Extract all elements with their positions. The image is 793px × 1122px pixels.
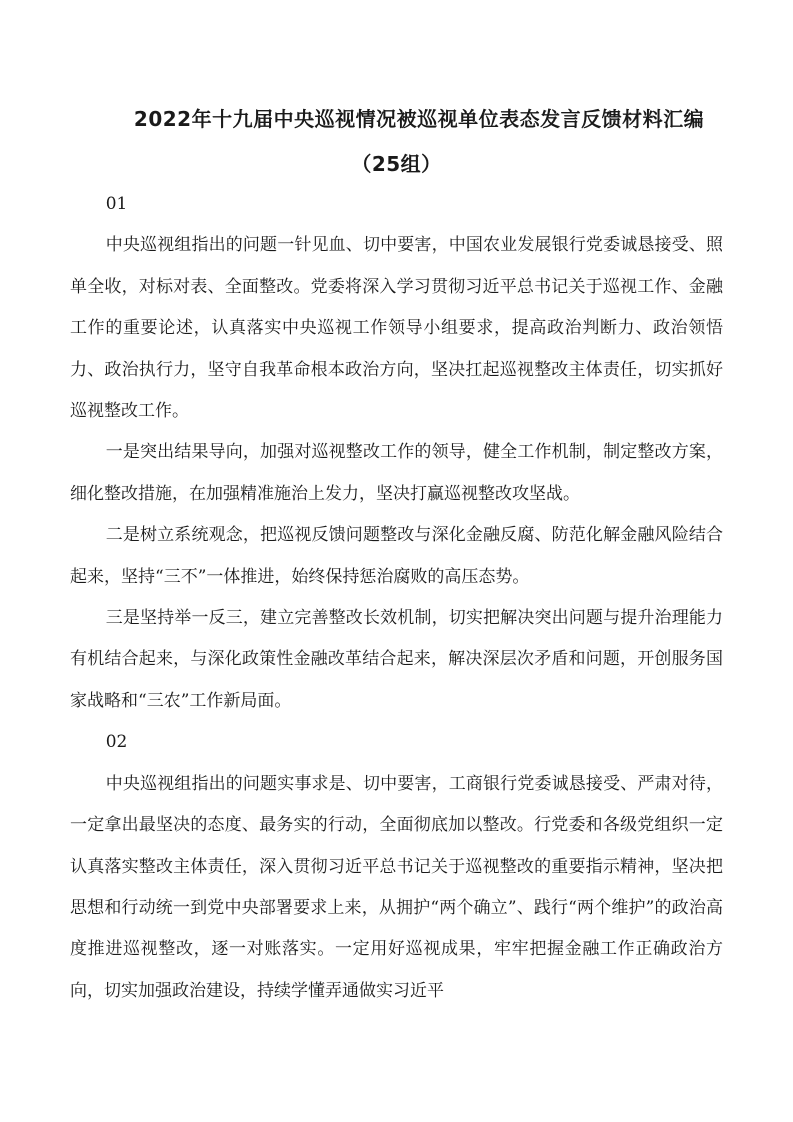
body-paragraph: 三是坚持举一反三，建立完善整改长效机制，切实把解决突出问题与提升治理能力有机结合起来，与深化政策性金融改革结合起来，解决深层次矛盾和问题，开创服务国家战略和“三农”工作新局面。 bbox=[70, 608, 723, 711]
section-number: 01 bbox=[105, 194, 128, 214]
body-paragraph: 中央巡视组指出的问题一针见血、切中要害，中国农业发展银行党委诚恳接受、照单全收，对标对表、全面整改。党委将深入学习贯彻习近平总书记关于巡视工作、金融工作的重要论述，认真落实中央巡视工作领导小组要求，提高政治判断力、政治领悟力、政治执行力，坚守自我革命根本政治方向，坚决扛起巡视整改主体责任，切实抓好巡视整改工作。 bbox=[70, 235, 723, 422]
document-subtitle: （25组） bbox=[351, 152, 442, 176]
body-paragraph: 中央巡视组指出的问题实事求是、切中要害，工商银行党委诚恳接受、严肃对待，一定拿出最坚决的态度、最务实的行动，全面彻底加以整改。行党委和各级党组织一定认真落实整改主体责任，深入贯彻习近平总书记关于巡视整改的重要指示精神，坚决把思想和行动统一到党中央部署要求上来，从拥护“两个确立”、践行“两个维护”的政治高度推进巡视整改，逐一对账落实。一定用好巡视成果，牢牢把握金融工作正确政治方向，切实加强政治建设，持续学懂弄通做实习近平 bbox=[70, 773, 723, 1001]
body-paragraph: 二是树立系统观念，把巡视反馈问题整改与深化金融反腐、防范化解金融风险结合起来，坚持“三不”一体推进，始终保持惩治腐败的高压态势。 bbox=[70, 525, 723, 587]
section-number: 02 bbox=[105, 732, 128, 753]
body-paragraph: 一是突出结果导向，加强对巡视整改工作的领导，健全工作机制，制定整改方案，细化整改措施，在加强精准施治上发力，坚决打赢巡视整改攻坚战。 bbox=[70, 442, 723, 504]
document-title: 2022年十九届中央巡视情况被巡视单位表态发言反馈材料汇编 bbox=[133, 107, 705, 131]
document-body bbox=[70, 184, 723, 1012]
